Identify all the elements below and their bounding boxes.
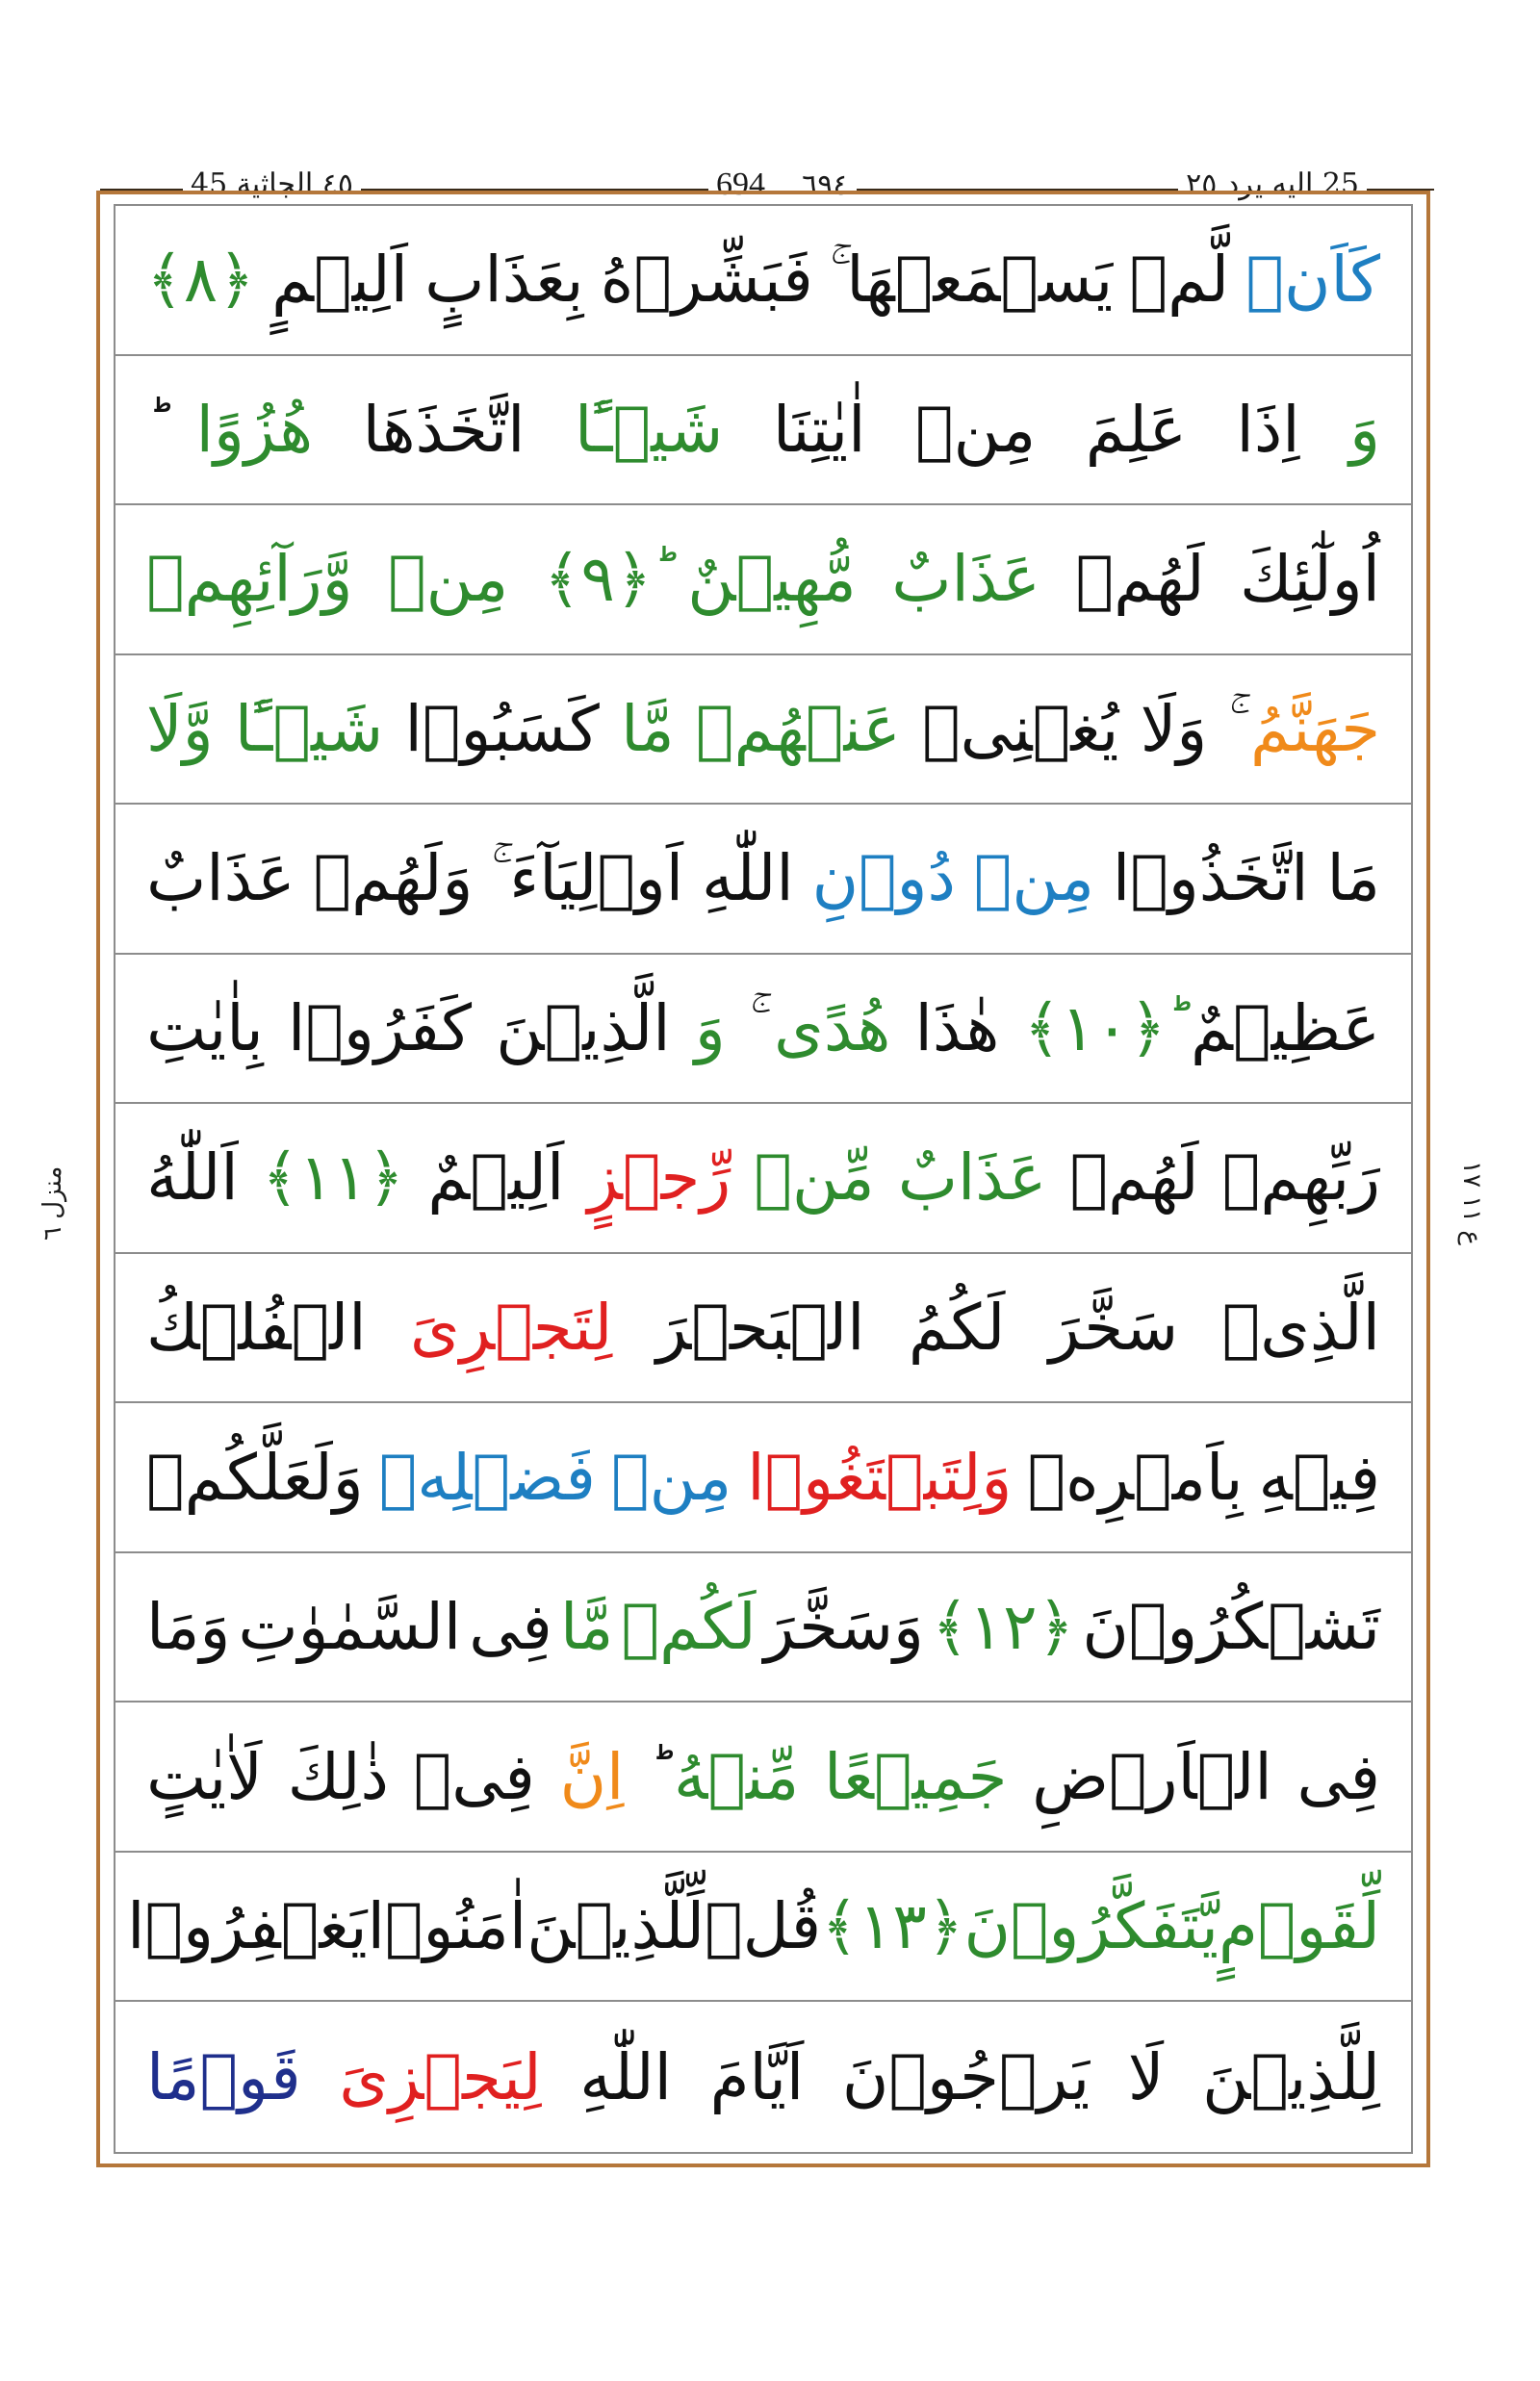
verse-word: عَلِمَ xyxy=(1085,392,1187,467)
verse-word: اَيَّامَ xyxy=(709,2039,805,2114)
verse-word: كَاَنۡ xyxy=(1245,243,1380,318)
verse-word: ﴿٨﴾ xyxy=(146,243,255,318)
page-number-arabic: ٦٩٤ xyxy=(802,168,849,202)
verse-word: عَذَابٌ xyxy=(146,841,295,916)
verse-word: وَلَعَلَّكُمۡ xyxy=(146,1440,364,1515)
verse-word: يَسۡمَعۡهَا xyxy=(846,243,1114,318)
verse-lines xyxy=(116,206,1411,2152)
verse-word: مِنۡ xyxy=(610,1440,732,1515)
verse-word: وَ xyxy=(1349,392,1380,467)
verse-word: مِّنۡ xyxy=(754,1140,875,1216)
verse-word: لَهُمۡ xyxy=(1075,542,1205,617)
verse-word: مِنۡ xyxy=(915,392,1037,467)
verse-word: اَوۡلِيَآءَ xyxy=(509,841,684,916)
verse-word: بِاَمۡرِهٖ xyxy=(1027,1440,1244,1515)
verse-word: كَفَرُوۡا xyxy=(288,990,473,1065)
verse-word: وَ xyxy=(694,990,726,1065)
verse-word: لَكُمُ xyxy=(908,1291,1006,1366)
verse-word: رِّجۡزٍ xyxy=(587,1140,732,1216)
verse-word: هٰذَا xyxy=(914,990,1000,1065)
verse-word: وَمَا xyxy=(146,1590,231,1665)
surah-name: ٤٥ الجاثية 45 xyxy=(183,162,361,208)
verse-word: هُدًى xyxy=(774,990,891,1065)
verse-line xyxy=(116,655,1411,806)
verse-word: فِى xyxy=(469,1590,552,1665)
verse-word: اَلِيۡمٌ xyxy=(427,1140,565,1216)
verse-word: مُّهِيۡنٌ xyxy=(687,542,857,617)
verse-word: عَذَابٌ xyxy=(891,542,1040,617)
verse-word: وَّلَا xyxy=(146,691,214,766)
verse-word: سَخَّرَ xyxy=(1048,1291,1179,1366)
verse-word: ﴿١١﴾ xyxy=(261,1140,405,1216)
verse-word: مَّا xyxy=(621,691,675,766)
verse-word: بِاٰيٰتِ xyxy=(146,990,264,1065)
verse-word: الَّذِىۡ xyxy=(1221,1291,1380,1366)
verse-word: عَنۡهُمۡ xyxy=(695,691,901,766)
verse-word: ذٰلِكَ xyxy=(287,1739,389,1814)
verse-word: يُغۡنِىۡ xyxy=(922,691,1119,766)
verse-word: مَا xyxy=(1326,841,1380,916)
verse-word: اتَّخَذُوۡا xyxy=(1112,841,1309,916)
verse-word: كَسَبُوۡا xyxy=(404,691,600,766)
verse-line xyxy=(116,206,1411,356)
verse-word: جَهَنَّمُ xyxy=(1249,691,1380,766)
verse-word: تَشۡكُرُوۡنَ xyxy=(1082,1590,1380,1665)
verse-line xyxy=(116,1553,1411,1703)
verse-word: دُوۡنِ xyxy=(811,841,956,916)
verse-word: مِنۡ xyxy=(388,542,509,617)
verse-line xyxy=(116,955,1411,1105)
verse-word: الَّذِيۡنَ xyxy=(496,990,671,1065)
verse-word: فِى xyxy=(1296,1739,1380,1814)
verse-word: ﴿١٢﴾ xyxy=(931,1590,1075,1665)
verse-word: لِّقَوۡمٍ xyxy=(1218,1889,1380,1964)
verse-word: وَلِتَبۡتَغُوۡا xyxy=(747,1440,1013,1515)
verse-word: هُزُوًا xyxy=(195,392,314,467)
verse-line xyxy=(116,2002,1411,2152)
verse-word: اللّٰهِ xyxy=(579,2039,672,2114)
verse-line xyxy=(116,1104,1411,1254)
verse-line xyxy=(116,505,1411,655)
verse-word: عَظِيۡمٌ xyxy=(1191,990,1380,1065)
verse-word: لِّلَّذِيۡنَ xyxy=(526,1889,706,1964)
verse-word: مِّنۡهُ xyxy=(673,1739,800,1814)
verse-word: ؕ﴿١٠﴾ xyxy=(1023,990,1167,1065)
verse-line xyxy=(116,356,1411,506)
verse-word: لِلَّذِيۡنَ xyxy=(1202,2039,1380,2114)
verse-word: يَّتَفَكَّرُوۡنَ xyxy=(963,1889,1219,1964)
verse-word: وَلَهُمۡ xyxy=(313,841,474,916)
verse-word: ﴿١٣﴾ xyxy=(821,1889,964,1964)
verse-word: لَهُمۡ xyxy=(1069,1140,1199,1216)
verse-word: السَّمٰوٰتِ xyxy=(238,1590,462,1665)
verse-word: اللّٰهِ xyxy=(702,841,794,916)
verse-word: مَّا xyxy=(559,1590,614,1665)
verse-word: اِنَّ xyxy=(559,1739,625,1814)
manzil-marker: منزل ٦ xyxy=(38,1165,67,1241)
verse-line xyxy=(116,1703,1411,1853)
verse-word: لِيَجۡزِىَ xyxy=(339,2039,542,2114)
verse-word: فَبَشِّرۡهُ xyxy=(600,243,813,318)
verse-word: وَّرَآئِهِمۡ xyxy=(146,542,353,617)
verse-word: لَّمۡ xyxy=(1129,243,1230,318)
verse-word: رَبِّهِمۡ xyxy=(1221,1140,1380,1216)
verse-word: يَغۡفِرُوۡا xyxy=(127,1889,368,1964)
verse-word: اٰيٰتِنَا xyxy=(772,392,866,467)
verse-word: لَكُمۡ xyxy=(621,1590,757,1665)
verse-word: بِعَذَابٍ xyxy=(424,243,584,318)
verse-word: وَلَا xyxy=(1140,691,1208,766)
verse-word: اَللّٰهُ xyxy=(146,1140,239,1216)
verse-word: اُولٰٓئِكَ xyxy=(1240,542,1380,617)
verse-word: مِنۡ xyxy=(973,841,1094,916)
verse-line xyxy=(116,1403,1411,1553)
verse-word: اٰمَنُوۡا xyxy=(367,1889,527,1964)
verse-word: اِذَا xyxy=(1236,392,1300,467)
verse-word: الۡبَحۡرَ xyxy=(655,1291,865,1366)
verse-word: قَوۡمًا xyxy=(146,2039,301,2114)
verse-word: وَسَخَّرَ xyxy=(763,1590,924,1665)
verse-word: ؕ﴿٩﴾ xyxy=(543,542,653,617)
verse-word: اتَّخَذَهَا xyxy=(362,392,526,467)
ruku-marker: ع ١١ ١٧ xyxy=(1457,1161,1486,1245)
verse-word: فِيۡهِ xyxy=(1258,1440,1380,1515)
verse-line xyxy=(116,1254,1411,1404)
verse-word: لَاٰيٰتٍ xyxy=(146,1739,263,1814)
verse-word: شَيۡـًٔا xyxy=(575,392,724,467)
verse-word: قُلۡ xyxy=(705,1889,822,1964)
verse-word: لِتَجۡرِىَ xyxy=(410,1291,613,1366)
verse-line xyxy=(116,805,1411,955)
verse-word: الۡفُلۡكُ xyxy=(146,1291,367,1366)
verse-word: لَا xyxy=(1127,2039,1165,2114)
verse-word: الۡاَرۡضِ xyxy=(1032,1739,1272,1814)
verse-word: يَرۡجُوۡنَ xyxy=(841,2039,1091,2114)
verse-word: عَذَابٌ xyxy=(897,1140,1047,1216)
verse-word: شَيۡـًٔا xyxy=(234,691,384,766)
verse-word: فِىۡ xyxy=(413,1739,535,1814)
verse-word: فَضۡلِهٖ xyxy=(378,1440,596,1515)
juz-name: 25 اليه يرد ٢٥ xyxy=(1178,162,1367,208)
page-number-latin: 694 xyxy=(716,166,765,202)
verse-word: جَمِيۡعًا xyxy=(824,1739,1008,1814)
verse-line xyxy=(116,1853,1411,2003)
verse-word: اَلِيۡمٍ xyxy=(271,243,408,318)
